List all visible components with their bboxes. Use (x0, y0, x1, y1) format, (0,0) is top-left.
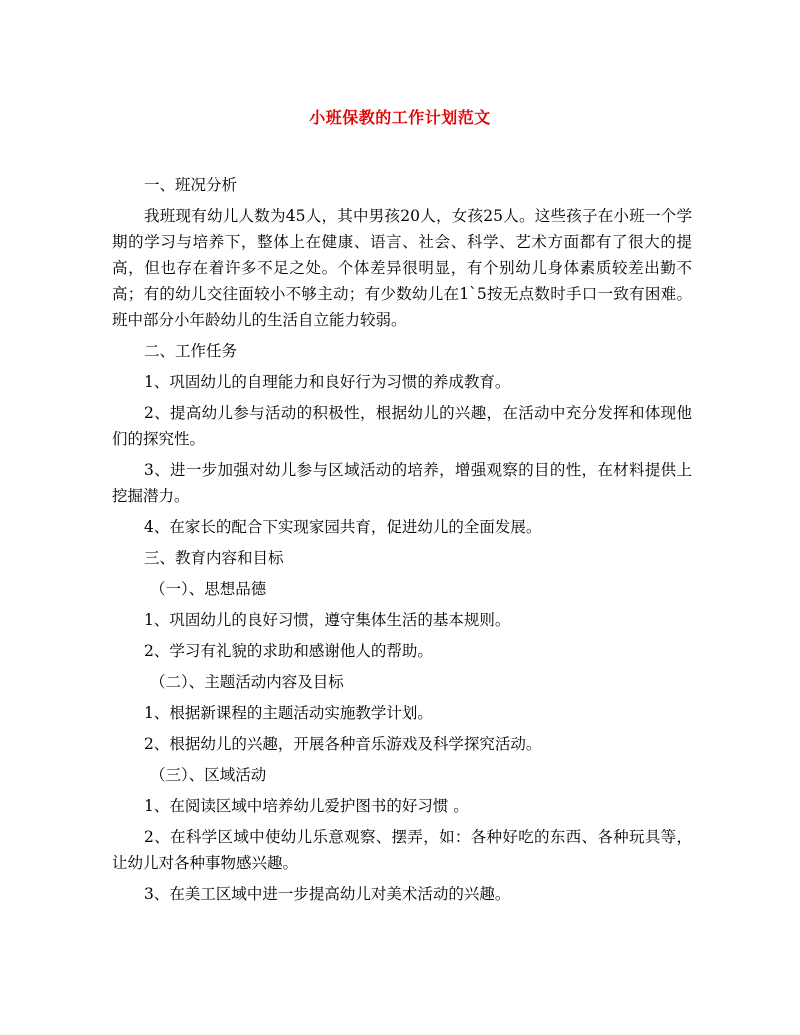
document-title: 小班保教的工作计划范文 (309, 108, 491, 127)
task-item-1: 1、巩固幼儿的自理能力和良好行为习惯的养成教育。 (144, 373, 511, 391)
subsection-heading-moral: （一）、思想品德 (150, 580, 267, 598)
area-item-1: 1、在阅读区域中培养幼儿爱护图书的好习惯 。 (144, 797, 469, 815)
area-item-2: 2、在科学区域中使幼儿乐意观察、摆弄，如：各种好吃的东西、各种玩具等，让幼儿对各种事物感兴趣。 (112, 828, 692, 872)
theme-item-1: 1、根据新课程的主题活动实施教学计划。 (144, 704, 433, 722)
subsection-heading-area-activities: （三）、区域活动 (150, 766, 267, 784)
task-item-4: 4、在家长的配合下实现家园共育，促进幼儿的全面发展。 (144, 518, 542, 536)
subsection-heading-theme-activities: （二）、主题活动内容及目标 (150, 673, 344, 691)
task-item-2: 2、提高幼儿参与活动的积极性，根据幼儿的兴趣，在活动中充分发挥和体现他们的探究性。 (112, 404, 692, 448)
paragraph-class-analysis: 我班现有幼儿人数为45人，其中男孩20人，女孩25人。这些孩子在小班一个学期的学习与培养下，整体上在健康、语言、社会、科学、艺术方面都有了很大的提高，但也存在着许多不足之处。个体差异很明显，有个别幼儿身体素质较差出勤不高；有的幼儿交往面较小不够主动；有少数幼儿在1`5按无点数时手口一致有困难。班中部分小年龄幼儿的生活自立能力较弱。 (112, 207, 692, 329)
document-body (112, 172, 692, 912)
moral-item-2: 2、学习有礼貌的求助和感谢他人的帮助。 (144, 642, 433, 660)
theme-item-2: 2、根据幼儿的兴趣，开展各种音乐游戏及科学探究活动。 (144, 735, 542, 753)
task-item-3: 3、进一步加强对幼儿参与区域活动的培养，增强观察的目的性，在材料提供上挖掘潜力。 (112, 461, 692, 505)
section-heading-work-tasks: 二、工作任务 (144, 342, 238, 360)
section-heading-content-goals: 三、教育内容和目标 (144, 549, 284, 567)
section-heading-class-analysis: 一、班况分析 (144, 176, 238, 194)
area-item-3: 3、在美工区域中进一步提高幼儿对美术活动的兴趣。 (144, 885, 511, 903)
moral-item-1: 1、巩固幼儿的良好习惯，遵守集体生活的基本规则。 (144, 611, 511, 629)
